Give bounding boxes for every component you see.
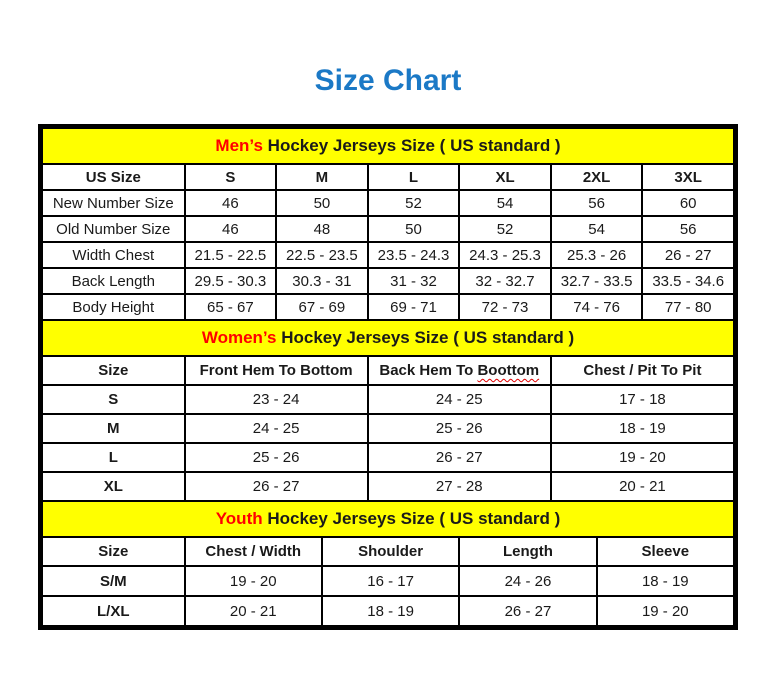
table-cell: 74 - 76 (551, 294, 643, 320)
column-header-row (42, 164, 734, 190)
row-label: Old Number Size (42, 216, 185, 242)
section-title-highlight: Youth (215, 509, 263, 528)
table-cell: 65 - 67 (185, 294, 277, 320)
misspelled-word: Boottom (477, 362, 540, 379)
column-header: S (185, 164, 277, 190)
row-label: Back Length (42, 268, 185, 294)
table-cell: 25 - 26 (368, 414, 551, 443)
table-cell: 52 (368, 190, 460, 216)
table-cell: 32.7 - 33.5 (551, 268, 643, 294)
table-cell: 24 - 25 (185, 414, 368, 443)
column-header: L (368, 164, 460, 190)
column-header: M (276, 164, 368, 190)
table-cell: 17 - 18 (551, 385, 734, 414)
size-table-youth (41, 502, 735, 627)
row-label: XL (42, 472, 185, 501)
row-label: Width Chest (42, 242, 185, 268)
row-label: Body Height (42, 294, 185, 320)
size-chart-tables (38, 124, 738, 630)
row-label: S (42, 385, 185, 414)
table-row (42, 294, 734, 320)
table-cell: 24 - 26 (459, 566, 596, 596)
table-cell: 25 - 26 (185, 443, 368, 472)
section-title-rest: Hockey Jerseys Size ( US standard ) (276, 328, 575, 347)
table-row (42, 190, 734, 216)
column-header: Sleeve (597, 537, 734, 566)
table-row (42, 596, 734, 626)
column-header (368, 356, 551, 385)
column-header: 2XL (551, 164, 643, 190)
table-cell: 26 - 27 (459, 596, 596, 626)
table-cell: 21.5 - 22.5 (185, 242, 277, 268)
table-cell: 29.5 - 30.3 (185, 268, 277, 294)
table-row (42, 268, 734, 294)
table-row (42, 472, 734, 501)
column-header-row (42, 356, 734, 385)
table-cell: 26 - 27 (368, 443, 551, 472)
table-row (42, 566, 734, 596)
column-header: XL (459, 164, 551, 190)
row-label: New Number Size (42, 190, 185, 216)
column-header: Chest / Pit To Pit (551, 356, 734, 385)
size-table-mens (41, 127, 735, 321)
table-cell: 54 (551, 216, 643, 242)
section-band-womens (42, 321, 734, 356)
table-cell: 50 (276, 190, 368, 216)
table-cell: 54 (459, 190, 551, 216)
table-cell: 26 - 27 (185, 472, 368, 501)
table-cell: 23 - 24 (185, 385, 368, 414)
table-row (42, 216, 734, 242)
table-cell: 69 - 71 (368, 294, 460, 320)
column-header-text: Back Hem To (379, 362, 478, 379)
table-cell: 48 (276, 216, 368, 242)
table-cell: 18 - 19 (597, 566, 734, 596)
table-cell: 23.5 - 24.3 (368, 242, 460, 268)
table-cell: 18 - 19 (551, 414, 734, 443)
table-cell: 33.5 - 34.6 (642, 268, 734, 294)
table-cell: 46 (185, 216, 277, 242)
column-header: Chest / Width (185, 537, 322, 566)
table-cell: 56 (551, 190, 643, 216)
table-cell: 32 - 32.7 (459, 268, 551, 294)
table-cell: 25.3 - 26 (551, 242, 643, 268)
table-cell: 56 (642, 216, 734, 242)
row-label: S/M (42, 566, 185, 596)
size-table-womens (41, 321, 735, 502)
table-cell: 26 - 27 (642, 242, 734, 268)
column-header-row (42, 537, 734, 566)
section-title-youth (42, 502, 734, 537)
table-cell: 16 - 17 (322, 566, 459, 596)
row-label: M (42, 414, 185, 443)
table-cell: 19 - 20 (185, 566, 322, 596)
section-title-mens (42, 128, 734, 164)
table-cell: 67 - 69 (276, 294, 368, 320)
table-cell: 20 - 21 (551, 472, 734, 501)
row-label: L (42, 443, 185, 472)
section-title-highlight: Women’s (201, 328, 277, 347)
table-cell: 19 - 20 (551, 443, 734, 472)
column-header: Length (459, 537, 596, 566)
section-band-youth (42, 502, 734, 537)
table-cell: 18 - 19 (322, 596, 459, 626)
table-cell: 27 - 28 (368, 472, 551, 501)
table-cell: 24 - 25 (368, 385, 551, 414)
table-cell: 31 - 32 (368, 268, 460, 294)
table-row (42, 414, 734, 443)
table-cell: 24.3 - 25.3 (459, 242, 551, 268)
column-header: Size (42, 537, 185, 566)
table-cell: 30.3 - 31 (276, 268, 368, 294)
table-row (42, 242, 734, 268)
column-header: Size (42, 356, 185, 385)
table-cell: 46 (185, 190, 277, 216)
column-header: Front Hem To Bottom (185, 356, 368, 385)
table-cell: 77 - 80 (642, 294, 734, 320)
table-cell: 72 - 73 (459, 294, 551, 320)
column-header: US Size (42, 164, 185, 190)
table-cell: 22.5 - 23.5 (276, 242, 368, 268)
table-cell: 60 (642, 190, 734, 216)
section-band-mens (42, 128, 734, 164)
table-row (42, 443, 734, 472)
section-title-womens (42, 321, 734, 356)
page-title: Size Chart (314, 64, 462, 97)
section-title-rest: Hockey Jerseys Size ( US standard ) (262, 509, 561, 528)
column-header: Shoulder (322, 537, 459, 566)
table-cell: 20 - 21 (185, 596, 322, 626)
table-cell: 50 (368, 216, 460, 242)
section-title-highlight: Men’s (215, 136, 263, 155)
table-cell: 52 (459, 216, 551, 242)
column-header: 3XL (642, 164, 734, 190)
table-cell: 19 - 20 (597, 596, 734, 626)
section-title-rest: Hockey Jerseys Size ( US standard ) (262, 136, 561, 155)
table-row (42, 385, 734, 414)
row-label: L/XL (42, 596, 185, 626)
